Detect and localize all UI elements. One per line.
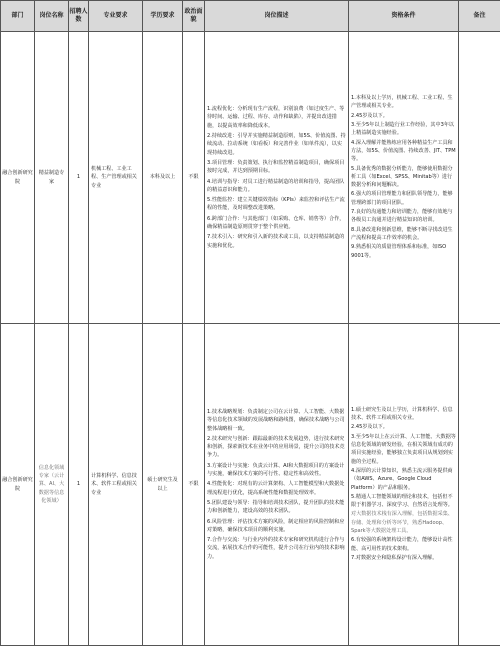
col-header-dept: 部门 xyxy=(1,1,35,32)
remarks-cell xyxy=(459,324,500,646)
requirement-item: 7.良好的沟通能力和培训能力，能够有效地与各级员工沟通并进行精益知识的培训。 xyxy=(351,209,453,224)
description-item: 1.技术战略规划：负责制定公司在云计算、人工智能、大数据等信息化技术领域的发展战略和路线图，确保技术战略与公司整体战略相一致。 xyxy=(207,408,345,432)
major-cell: 机械工程、工业工程、生产管理或相关专业 xyxy=(89,32,143,324)
requirement-item: 5.精通人工智能领域的理论和技术，包括但不限于机器学习、深度学习、自然语言处理等。 xyxy=(351,493,453,509)
description-item: 4.培训与指导：对员工进行精益制造的培训和指导，提高团队的精益意识和能力。 xyxy=(207,178,345,193)
requirement-item: 3.至少5年以上制造行业工作经验，其中3年以上精益制造实施经验。 xyxy=(351,122,455,137)
requirement-item: 2.45岁及以下。 xyxy=(351,424,388,431)
description-item: 7.合作与交流：与行业内外的技术专家和研究机构进行合作与交流，拓展技术合作的可能性，提升公司在行业内的技术影响力。 xyxy=(207,537,345,560)
dept-cell: 融合创新研究院 xyxy=(1,324,35,646)
table-row xyxy=(1,324,500,646)
header-row xyxy=(1,1,500,32)
requirement-item: 6.有较强的系统架构设计能力，能够设计高性能、高可用性的技术架构。 xyxy=(351,537,453,552)
requirement-item: 1.硕士研究生及以上学历，计算机科学、信息技术、软件工程或相关专业。 xyxy=(351,406,453,422)
description-item: 5.性能监控：建立关键绩效指标（KPIs）来监控和评估生产流程的性能，及时调整改进策略。 xyxy=(207,197,345,212)
table-row xyxy=(1,32,500,324)
description-cell xyxy=(205,32,349,324)
description-item: 2.持续改进：引导并实施精益制造原则，如5S、价值流图、持续流动、拉动系统（如看板）和完善作业（如单件流），以实现持续改进。 xyxy=(207,133,346,156)
headcount-cell: 1 xyxy=(69,32,89,324)
requirement-item: 4.深厚的云计算知识，熟悉主流云服务提供商（如AWS、Azure、Google Cloud Platform）的产品和服务。 xyxy=(351,467,453,491)
col-header-description: 岗位描述 xyxy=(205,1,349,32)
col-header-major: 专业要求 xyxy=(89,1,143,32)
col-header-requirements: 资格条件 xyxy=(349,1,459,32)
position-cell: 信息化领域专家（云计算、AI、大数据等信息化领域） xyxy=(35,324,69,646)
description-item: 7.技术引入：研究和引入新的技术或工具，以支持精益制造的实施和优化。 xyxy=(207,234,345,249)
headcount-cell: 1 xyxy=(69,324,89,646)
description-item: 2.技术研究与创新：跟踪最新的技术发展趋势，进行技术研究和创新，探索新技术在业务中的应用场景，提升公司的技术竞争力。 xyxy=(207,435,345,459)
requirement-item: 8.具备改进和创新思维，能够不断寻找改进生产流程和提高工作效率的机会。 xyxy=(351,226,453,241)
requirements-cell xyxy=(349,32,459,324)
description-item: 6.风险管理：评估技术方案的风险，制定相应的风险控制和应对策略，确保技术项目的顺利实施。 xyxy=(207,518,345,533)
requirement-item: 6.强大的项目管理能力和团队领导能力，能够管理跨部门的项目团队。 xyxy=(351,191,453,206)
description-item: 6.跨部门合作：与其他部门（如采购、仓库、销售等）合作，确保精益制造原则贯穿于整个供应链。 xyxy=(207,215,345,230)
description-item: 5.团队建设与领导：指导和培训技术团队，提升团队的技术能力和创新能力，建设高效的技术团队。 xyxy=(207,499,345,515)
requirement-item: 5.具备优秀的数据分析能力，能够使用数据分析工具（如Excel、SPSS、Minitab等）进行数据分析和问题解决。 xyxy=(351,165,453,189)
description-cell xyxy=(205,324,349,646)
requirement-item: 2.45岁及以下。 xyxy=(351,112,388,119)
political-cell: 不限 xyxy=(183,324,205,646)
education-cell: 本科及以上 xyxy=(143,32,183,324)
major-cell: 计算机科学、信息技术、软件工程或相关专业 xyxy=(89,324,143,646)
description-item: 4.性能优化：对现有的云计算架构、人工智能模型和大数据处理流程进行优化，提高系统性能和数据处理效率。 xyxy=(207,481,345,496)
political-cell: 不限 xyxy=(183,32,205,324)
position-cell: 精益制造专家 xyxy=(35,32,69,324)
requirement-item: 9.熟悉相关的质量管理体系和标准，如ISO 9001等。 xyxy=(351,244,447,259)
requirement-item: 7.对数据安全和隐私保护有深入理解。 xyxy=(351,554,438,561)
requirement-item: 3.至少5年以上在云计算、人工智能、大数据等信息化领域的研发经验，在相关领域有成功的项目实施经验，能够独立负责项目从规划到实施的全过程。 xyxy=(351,433,456,465)
requirement-item: 4.深入理解并能熟练应用各种精益生产工具和方法，如5S、价值流图、持续改善、JIT、TPM等。 xyxy=(351,139,456,163)
col-header-position: 岗位名称 xyxy=(35,1,69,32)
requirement-item: 对大数据技术栈有深入理解，包括数据采集、存储、处理和分析等环节，熟悉Hadoop、Spark等大数据处理工具。 xyxy=(351,511,453,534)
col-header-political: 政治面貌 xyxy=(183,1,205,32)
education-cell: 硕士研究生及以上 xyxy=(143,324,183,646)
description-item: 1.流程优化：分析现有生产流程，识别浪费（如过度生产、等待时间、运输、过程、库存、动作和缺陷），并提出改进措施，以提高效率和降低成本。 xyxy=(207,106,345,129)
remarks-cell xyxy=(459,32,500,324)
requirement-item: 1.本科及以上学历，机械工程、工业工程、生产管理或相关专业。 xyxy=(351,95,453,110)
description-item: 3.项目管理：负责策划、执行和监控精益制造项目，确保项目按时完成，并达到预期目标。 xyxy=(207,159,345,175)
col-header-education: 学历要求 xyxy=(143,1,183,32)
col-header-remarks: 备注 xyxy=(459,1,500,32)
description-item: 3.方案设计与实施：负责云计算、AI和大数据项目的方案设计与实施，确保技术方案的可行性、稳定性和高效性。 xyxy=(207,462,345,478)
col-header-headcount: 招聘人数 xyxy=(69,1,89,32)
requirements-cell xyxy=(349,324,459,646)
dept-cell: 融合创新研究院 xyxy=(1,32,35,324)
